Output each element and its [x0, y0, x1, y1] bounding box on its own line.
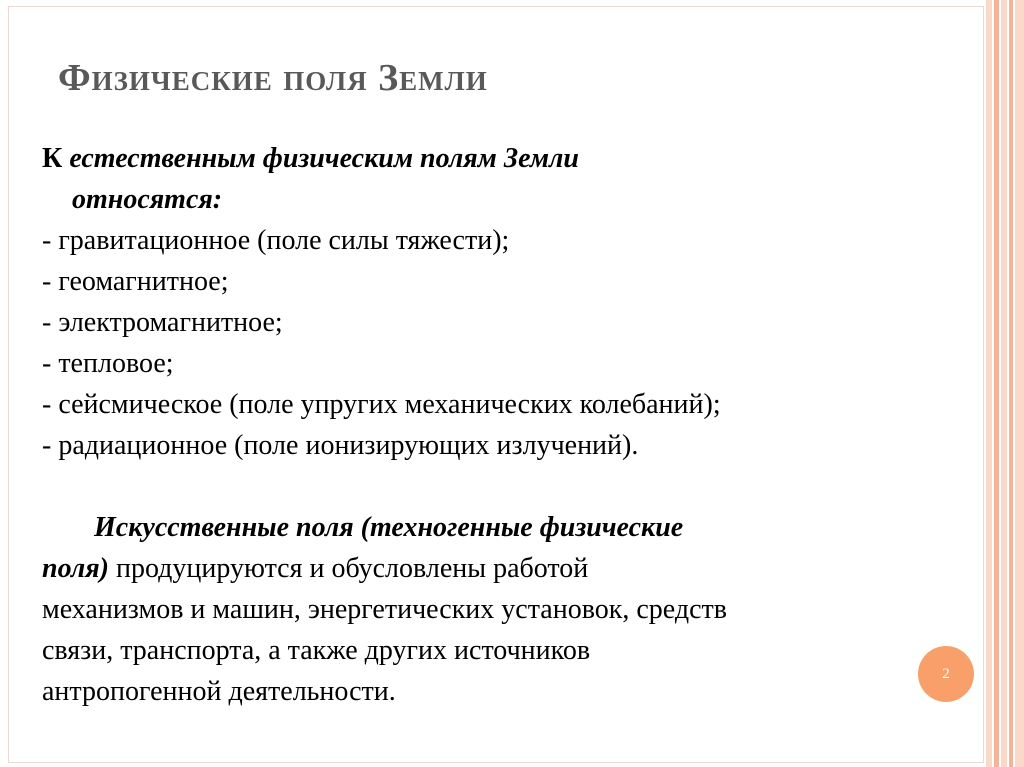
- paragraph-italic: поля): [42, 553, 109, 584]
- paragraph-italic: Искусственные поля (техногенные физические: [94, 512, 684, 543]
- slide-title: Физические поля Земли: [58, 57, 488, 99]
- decorative-stripe: [1001, 0, 1007, 767]
- decorative-stripe: [986, 0, 992, 767]
- list-item: - геомагнитное;: [42, 266, 229, 297]
- list-item: - электромагнитное;: [42, 307, 283, 338]
- page-number: 2: [942, 665, 950, 682]
- decorative-stripe: [994, 0, 999, 767]
- intro-line: [42, 138, 982, 179]
- paragraph-artificial-fields: [42, 507, 982, 712]
- paragraph-line: антропогенной деятельности.: [42, 676, 396, 707]
- paragraph-line: механизмов и машин, энергетических установок, средств: [42, 594, 727, 625]
- paragraph-line: [42, 507, 982, 548]
- paragraph-line: [42, 548, 982, 589]
- intro-line-2: [42, 179, 982, 220]
- list-item: - тепловое;: [42, 348, 174, 379]
- intro-lead-italic-2: относятся:: [72, 184, 223, 215]
- intro-lead-letter: К: [42, 143, 63, 174]
- page-number-badge: [918, 646, 974, 702]
- list-item: - сейсмическое (поле упругих механических колебаний);: [42, 389, 721, 420]
- paragraph-text: продуцируются и обусловлены работой: [109, 553, 589, 584]
- slide-body: [42, 138, 982, 712]
- list-item: - гравитационное (поле силы тяжести);: [42, 225, 510, 256]
- decorative-stripe: [1015, 0, 1024, 767]
- intro-lead-italic: естественным физическим полям Земли: [69, 143, 579, 174]
- decorative-stripe: [1009, 0, 1013, 767]
- paragraph-line: связи, транспорта, а также других источников: [42, 635, 591, 666]
- list-item: - радиационное (поле ионизирующих излучений).: [42, 430, 639, 461]
